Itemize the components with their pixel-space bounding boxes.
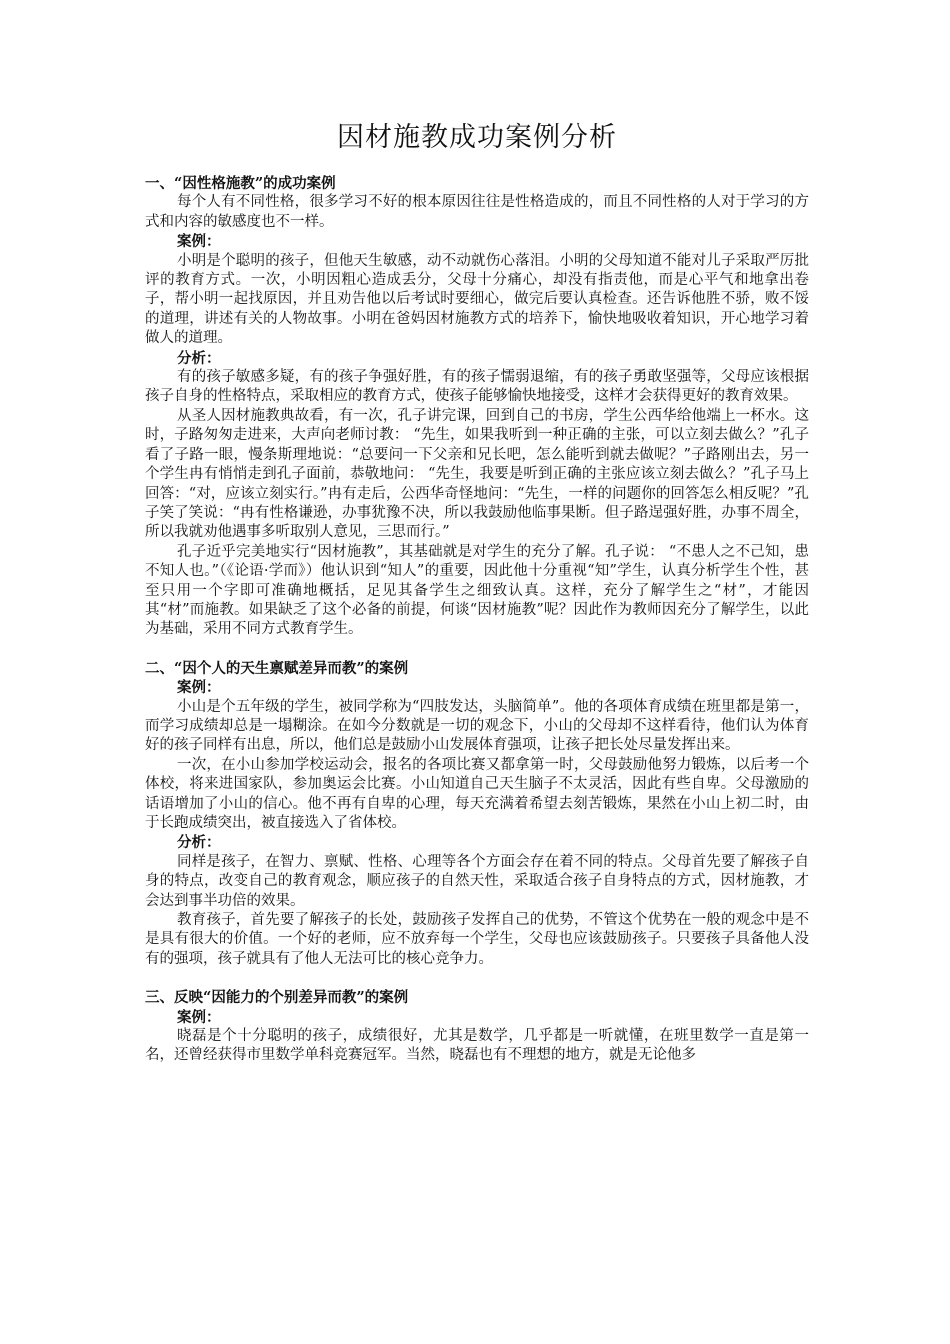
paragraph: 每个人有不同性格，很多学习不好的根本原因往往是性格造成的，而且不同性格的人对于学习的方式和内容的敏感度也不一样。 (145, 194, 809, 230)
paragraph: 从圣人因材施教典故看，有一次，孔子讲完课，回到自己的书房，学生公西华给他端上一杯水。这时，子路匆匆走进来，大声向老师讨教： “先生，如果我听到一种正确的主张，可以立刻去做么？”孔子看了子路一眼，慢条斯理地说：“总要问一下父亲和兄长吧，怎么能听到就去做呢？”子路刚出去，另一个学生冉有悄悄走到孔子面前，恭敬地问： “先生，我要是听到正确的主张应该立刻去做么？”孔子马上回答：“对，应该立刻实行。”冉有走后，公西华奇怪地问：“先生，一样的问题你的回答怎么相反呢？”孔子笑了笑说：“冉有性格谦逊，办事犹豫不决，所以我鼓励他临事果断。但子路逞强好胜，办事不周全，所以我就劝他遇事多听取别人意见，三思而行。” (145, 407, 809, 541)
paragraph: 同样是孩子，在智力、禀赋、性格、心理等各个方面会存在着不同的特点。父母首先要了解孩子自身的特点，改变自己的教育观念，顺应孩子的自然天性，采取适合孩子自身特点的方式，因材施教，才会达到事半功倍的效果。 (145, 853, 809, 909)
document-title: 因材施教成功案例分析 (337, 122, 617, 153)
section-ability (145, 988, 809, 1066)
analysis-label: 分析： (177, 834, 221, 852)
case-label: 案例： (177, 233, 221, 251)
section-personality (145, 174, 809, 640)
case-label: 案例： (177, 679, 221, 697)
paragraph: 一次，在小山参加学校运动会，报名的各项比赛又都拿第一时，父母鼓励他努力锻炼，以后考一个体校，将来进国家队，参加奥运会比赛。小山知道自己天生脑子不太灵活，因此有些自卑。父母激励的话语增加了小山的信心。他不再有自卑的心理，每天充满着希望去刻苦锻炼，果然在小山上初二时，由于长跑成绩突出，被直接选入了省体校。 (145, 756, 809, 831)
section-gap (145, 969, 809, 988)
section-heading: 二、“因个人的天生禀赋差异而教”的案例 (145, 659, 409, 677)
paragraph: 小山是个五年级的学生，被同学称为“四肢发达，头脑简单”。他的各项体育成绩在班里都是第一，而学习成绩却总是一塌糊涂。在如今分数就是一切的观念下，小山的父母却不这样看待，他们认为体育好的孩子同样有出息，所以，他们总是鼓励小山发展体育强项，让孩子把长处尽量发挥出来。 (145, 698, 809, 754)
section-gap (145, 640, 809, 659)
paragraph: 有的孩子敏感多疑，有的孩子争强好胜，有的孩子懦弱退缩，有的孩子勇敢坚强等，父母应该根据孩子自身的性格特点，采取相应的教育方式，使孩子能够愉快地接受，这样才会获得更好的教育效果。 (145, 369, 809, 405)
paragraph: 小明是个聪明的孩子，但他天生敏感，动不动就伤心落泪。小明的父母知道不能对儿子采取严厉批评的教育方式。一次，小明因粗心造成丢分，父母十分痛心，却没有指责他，而是心平气和地拿出卷子，帮小明一起找原因，并且劝告他以后考试时要细心，做完后要认真检查。还告诉他胜不骄，败不馁的道理，讲述有关的人物故事。小明在爸妈因材施教方式的培养下，愉快地吸收着知识，开心地学习着做人的道理。 (145, 252, 809, 347)
analysis-label: 分析： (177, 349, 221, 367)
section-heading: 三、反映“因能力的个别差异而教”的案例 (145, 989, 409, 1007)
document-page (145, 118, 809, 1066)
paragraph: 晓磊是个十分聪明的孩子，成绩很好，尤其是数学，几乎都是一听就懂，在班里数学一直是第一名，还曾经获得市里数学单科竞赛冠军。当然，晓磊也有不理想的地方，就是无论他多 (145, 1028, 809, 1064)
paragraph: 孔子近乎完美地实行“因材施教”，其基础就是对学生的充分了解。孔子说： “不患人之不己知，患不知人也。”（《论语·学而》）他认识到“知人”的重要，因此他十分重视“知”学生，认真分析学生个性，甚至只用一个字即可准确地概括，足见其备学生之细致认真。这样，充分了解学生之“材”，才能因其“材”而施教。如果缺乏了这个必备的前提，何谈“因材施教”呢？因此作为教师因充分了解学生，以此为基础，采用不同方式教育学生。 (145, 543, 809, 638)
section-talent (145, 659, 809, 970)
case-label: 案例： (177, 1008, 221, 1026)
paragraph: 教育孩子，首先要了解孩子的长处，鼓励孩子发挥自己的优势，不管这个优势在一般的观念中是不是具有很大的价值。一个好的老师，应不放弃每一个学生，父母也应该鼓励孩子。只要孩子具备他人没有的强项，孩子就具有了他人无法可比的核心竞争力。 (145, 912, 809, 967)
section-heading: 一、“因性格施教”的成功案例 (145, 175, 336, 192)
